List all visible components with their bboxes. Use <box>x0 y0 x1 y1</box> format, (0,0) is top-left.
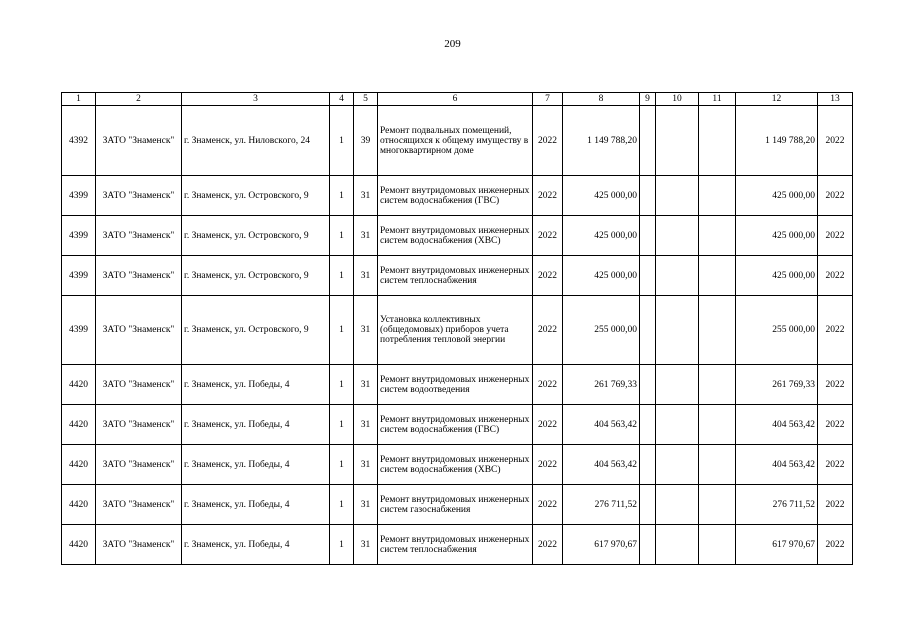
cell-c7: 2022 <box>533 405 563 445</box>
cell-c12: 425 000,00 <box>736 176 818 216</box>
cell-address: г. Знаменск, ул. Островского, 9 <box>182 296 330 365</box>
cell-c7: 2022 <box>533 106 563 176</box>
cell-c8: 261 769,33 <box>563 365 640 405</box>
cell-municipality: ЗАТО "Знаменск" <box>96 525 182 565</box>
cell-municipality: ЗАТО "Знаменск" <box>96 256 182 296</box>
column-header: 7 <box>533 93 563 106</box>
cell-address: г. Знаменск, ул. Ниловского, 24 <box>182 106 330 176</box>
cell-c4: 1 <box>330 525 354 565</box>
cell-municipality: ЗАТО "Знаменск" <box>96 445 182 485</box>
cell-c4: 1 <box>330 445 354 485</box>
cell-c12: 261 769,33 <box>736 365 818 405</box>
cell-id: 4392 <box>62 106 96 176</box>
cell-id: 4399 <box>62 296 96 365</box>
table-row <box>62 256 853 296</box>
cell-c10 <box>656 256 699 296</box>
column-header: 10 <box>656 93 699 106</box>
cell-c8: 425 000,00 <box>563 216 640 256</box>
cell-c4: 1 <box>330 296 354 365</box>
cell-c13: 2022 <box>818 525 853 565</box>
cell-c12: 276 711,52 <box>736 485 818 525</box>
cell-c13: 2022 <box>818 256 853 296</box>
cell-work: Ремонт внутридомовых инженерных систем водоснабжения (ХВС) <box>378 445 533 485</box>
cell-c13: 2022 <box>818 445 853 485</box>
column-header: 5 <box>354 93 378 106</box>
cell-c11 <box>699 365 736 405</box>
cell-municipality: ЗАТО "Знаменск" <box>96 365 182 405</box>
cell-c5: 31 <box>354 296 378 365</box>
table-row <box>62 525 853 565</box>
cell-address: г. Знаменск, ул. Островского, 9 <box>182 256 330 296</box>
table-row <box>62 445 853 485</box>
cell-c7: 2022 <box>533 176 563 216</box>
cell-c11 <box>699 176 736 216</box>
cell-c5: 39 <box>354 106 378 176</box>
cell-c13: 2022 <box>818 296 853 365</box>
cell-c12: 255 000,00 <box>736 296 818 365</box>
cell-id: 4399 <box>62 176 96 216</box>
page-number: 209 <box>444 38 461 50</box>
table-row <box>62 405 853 445</box>
cell-c8: 404 563,42 <box>563 405 640 445</box>
cell-c4: 1 <box>330 106 354 176</box>
cell-municipality: ЗАТО "Знаменск" <box>96 405 182 445</box>
cell-c4: 1 <box>330 485 354 525</box>
cell-c11 <box>699 485 736 525</box>
cell-c5: 31 <box>354 256 378 296</box>
cell-c5: 31 <box>354 485 378 525</box>
cell-c11 <box>699 405 736 445</box>
cell-c10 <box>656 445 699 485</box>
cell-c7: 2022 <box>533 216 563 256</box>
cell-c9 <box>640 365 656 405</box>
cell-municipality: ЗАТО "Знаменск" <box>96 106 182 176</box>
cell-c10 <box>656 216 699 256</box>
cell-c12: 425 000,00 <box>736 216 818 256</box>
cell-c10 <box>656 106 699 176</box>
cell-work: Ремонт подвальных помещений, относящихся к общему имуществу в многоквартирном доме <box>378 106 533 176</box>
cell-municipality: ЗАТО "Знаменск" <box>96 216 182 256</box>
cell-c9 <box>640 296 656 365</box>
table-row <box>62 485 853 525</box>
cell-c13: 2022 <box>818 106 853 176</box>
cell-c9 <box>640 445 656 485</box>
cell-c12: 404 563,42 <box>736 405 818 445</box>
cell-c7: 2022 <box>533 256 563 296</box>
cell-work: Ремонт внутридомовых инженерных систем газоснабжения <box>378 485 533 525</box>
cell-c8: 617 970,67 <box>563 525 640 565</box>
cell-c5: 31 <box>354 525 378 565</box>
column-header: 8 <box>563 93 640 106</box>
cell-municipality: ЗАТО "Знаменск" <box>96 176 182 216</box>
cell-address: г. Знаменск, ул. Победы, 4 <box>182 445 330 485</box>
table-row <box>62 106 853 176</box>
cell-c11 <box>699 296 736 365</box>
cell-work: Ремонт внутридомовых инженерных систем теплоснабжения <box>378 256 533 296</box>
cell-c8: 255 000,00 <box>563 296 640 365</box>
cell-c12: 1 149 788,20 <box>736 106 818 176</box>
cell-c13: 2022 <box>818 365 853 405</box>
column-header: 4 <box>330 93 354 106</box>
column-header: 13 <box>818 93 853 106</box>
cell-c8: 404 563,42 <box>563 445 640 485</box>
column-header: 12 <box>736 93 818 106</box>
cell-c7: 2022 <box>533 525 563 565</box>
cell-c9 <box>640 256 656 296</box>
column-header: 11 <box>699 93 736 106</box>
cell-c4: 1 <box>330 405 354 445</box>
cell-c7: 2022 <box>533 485 563 525</box>
cell-c5: 31 <box>354 216 378 256</box>
cell-c8: 425 000,00 <box>563 176 640 216</box>
cell-c7: 2022 <box>533 365 563 405</box>
table-row <box>62 296 853 365</box>
column-header: 3 <box>182 93 330 106</box>
cell-c7: 2022 <box>533 296 563 365</box>
cell-id: 4420 <box>62 485 96 525</box>
cell-c13: 2022 <box>818 485 853 525</box>
cell-c7: 2022 <box>533 445 563 485</box>
cell-work: Ремонт внутридомовых инженерных систем теплоснабжения <box>378 525 533 565</box>
table-row <box>62 176 853 216</box>
column-header: 2 <box>96 93 182 106</box>
cell-c10 <box>656 405 699 445</box>
cell-id: 4420 <box>62 525 96 565</box>
repair-program-table <box>61 92 853 565</box>
cell-c11 <box>699 256 736 296</box>
cell-c10 <box>656 296 699 365</box>
cell-id: 4399 <box>62 256 96 296</box>
cell-c12: 404 563,42 <box>736 445 818 485</box>
cell-c9 <box>640 216 656 256</box>
cell-c9 <box>640 176 656 216</box>
cell-c8: 276 711,52 <box>563 485 640 525</box>
column-header: 1 <box>62 93 96 106</box>
cell-address: г. Знаменск, ул. Победы, 4 <box>182 405 330 445</box>
cell-c9 <box>640 485 656 525</box>
cell-id: 4420 <box>62 365 96 405</box>
cell-c4: 1 <box>330 365 354 405</box>
table-body <box>62 106 853 565</box>
cell-c4: 1 <box>330 256 354 296</box>
cell-c11 <box>699 445 736 485</box>
header-row <box>62 93 853 106</box>
cell-address: г. Знаменск, ул. Победы, 4 <box>182 485 330 525</box>
cell-id: 4399 <box>62 216 96 256</box>
cell-c12: 425 000,00 <box>736 256 818 296</box>
cell-work: Ремонт внутридомовых инженерных систем водоснабжения (ГВС) <box>378 405 533 445</box>
cell-c5: 31 <box>354 365 378 405</box>
cell-address: г. Знаменск, ул. Победы, 4 <box>182 365 330 405</box>
cell-work: Ремонт внутридомовых инженерных систем водоснабжения (ХВС) <box>378 216 533 256</box>
cell-c9 <box>640 106 656 176</box>
cell-municipality: ЗАТО "Знаменск" <box>96 296 182 365</box>
cell-address: г. Знаменск, ул. Победы, 4 <box>182 525 330 565</box>
cell-c9 <box>640 525 656 565</box>
cell-address: г. Знаменск, ул. Островского, 9 <box>182 216 330 256</box>
table-row <box>62 365 853 405</box>
column-header: 6 <box>378 93 533 106</box>
cell-c8: 425 000,00 <box>563 256 640 296</box>
cell-c5: 31 <box>354 445 378 485</box>
cell-c11 <box>699 216 736 256</box>
cell-c13: 2022 <box>818 216 853 256</box>
cell-id: 4420 <box>62 445 96 485</box>
cell-c5: 31 <box>354 405 378 445</box>
cell-work: Установка коллективных (общедомовых) приборов учета потребления тепловой энергии <box>378 296 533 365</box>
cell-c8: 1 149 788,20 <box>563 106 640 176</box>
table-row <box>62 216 853 256</box>
cell-c9 <box>640 405 656 445</box>
cell-c10 <box>656 485 699 525</box>
cell-work: Ремонт внутридомовых инженерных систем водоснабжения (ГВС) <box>378 176 533 216</box>
column-header: 9 <box>640 93 656 106</box>
cell-c11 <box>699 106 736 176</box>
cell-c4: 1 <box>330 216 354 256</box>
cell-address: г. Знаменск, ул. Островского, 9 <box>182 176 330 216</box>
cell-c12: 617 970,67 <box>736 525 818 565</box>
cell-c10 <box>656 525 699 565</box>
cell-c10 <box>656 176 699 216</box>
cell-c13: 2022 <box>818 176 853 216</box>
cell-c5: 31 <box>354 176 378 216</box>
cell-c10 <box>656 365 699 405</box>
cell-c4: 1 <box>330 176 354 216</box>
cell-c13: 2022 <box>818 405 853 445</box>
cell-c11 <box>699 525 736 565</box>
cell-id: 4420 <box>62 405 96 445</box>
cell-work: Ремонт внутридомовых инженерных систем водоотведения <box>378 365 533 405</box>
cell-municipality: ЗАТО "Знаменск" <box>96 485 182 525</box>
